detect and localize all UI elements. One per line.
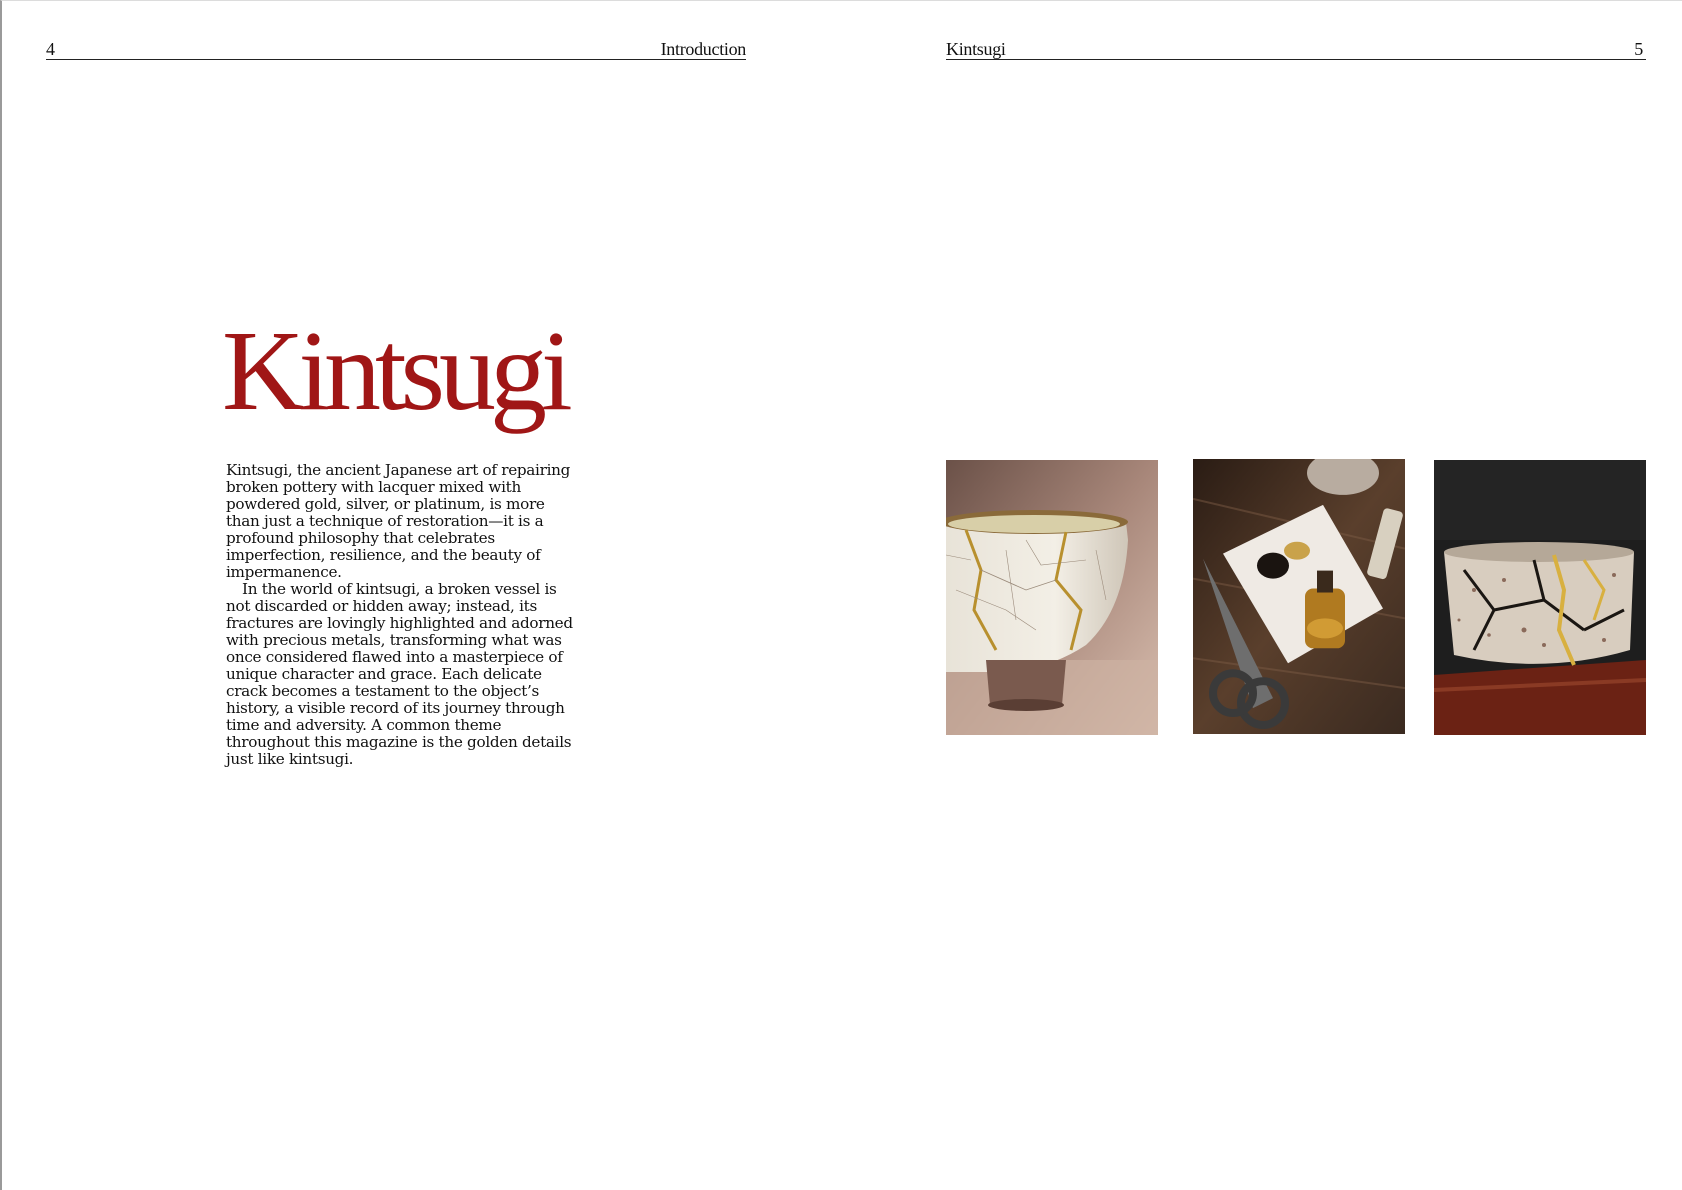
right-section-name: Kintsugi (946, 39, 1006, 59)
body-paragraph: In the world of kintsugi, a broken vessel is not discarded or hidden away; instead, its fractures are lovingly highlighted and adorned with precious metals, transforming what was once considered flawed into a masterpiece of unique character and grace. Each delicate crack becomes a testament to the object’s history, a visible record of its journey through time and adversity. A common theme throughout this magazine is the golden details just like kintsugi. (226, 580, 573, 768)
photo-kintsugi-bowl (946, 460, 1158, 735)
body-paragraph: Kintsugi, the ancient Japanese art of repairing broken pottery with lacquer mixed with powdered gold, silver, or platinum, is more than just a technique of restoration—it is a profound philosophy that celebrates imperfection, resilience, and the beauty of impermanence. (226, 461, 571, 581)
left-page-header (46, 37, 746, 60)
photo-speckled-bowl (1434, 460, 1646, 735)
article-body (226, 462, 578, 768)
right-page-header (946, 37, 1646, 60)
photo-kintsugi-tools (1193, 459, 1405, 734)
left-section-name: Introduction (660, 39, 746, 59)
left-page-number: 4 (46, 39, 55, 59)
right-page-number: 5 (1634, 39, 1643, 59)
article-title: Kintsugi (222, 307, 567, 434)
